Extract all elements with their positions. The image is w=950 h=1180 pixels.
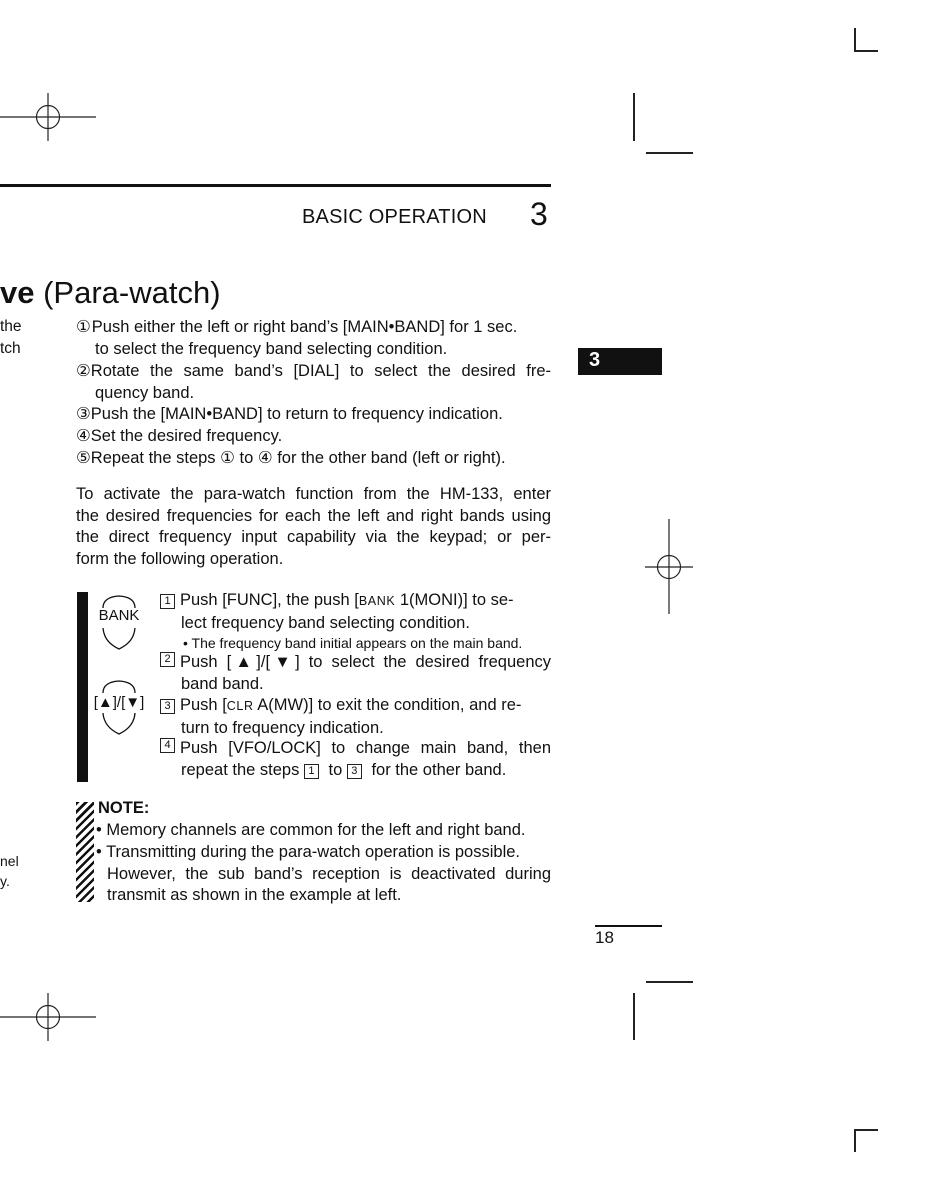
hm-step-3 xyxy=(160,695,551,739)
step-text: Push the [MAIN•BAND] to return to frequency indication. xyxy=(90,405,503,423)
paragraph-line: the desired frequencies for each the left and right bands using xyxy=(76,506,551,525)
title-bold-fragment: ve xyxy=(0,275,35,310)
step-number-box: 2 xyxy=(160,652,175,667)
chapter-tab xyxy=(578,348,662,375)
step-text: quency band. xyxy=(95,383,195,402)
left-fragment-3: nel xyxy=(0,853,19,869)
note-item: • Memory channels are common for the left and right band. xyxy=(96,821,526,839)
paragraph-line: To activate the para-watch function from the HM-133, enter xyxy=(76,485,551,503)
title-rest: (Para-watch) xyxy=(34,275,221,310)
step-item xyxy=(76,404,556,426)
step-text: repeat the steps xyxy=(181,760,304,779)
key-name: CLR xyxy=(226,699,254,713)
intro-paragraph xyxy=(76,484,551,570)
section-number: 3 xyxy=(530,196,548,232)
step-text: band band. xyxy=(181,674,264,693)
step-text: Push either the left or right band’s [MAIN•BAND] for 1 sec. xyxy=(91,318,518,336)
paragraph-line: form the following operation. xyxy=(76,549,284,568)
registration-crosshair-bottom-left xyxy=(0,993,97,1041)
step-number-box: 1 xyxy=(304,764,319,779)
hm-step-1 xyxy=(160,590,551,652)
key-name: BANK xyxy=(358,594,396,608)
left-fragment-2: tch xyxy=(0,340,21,357)
step-number-box: 4 xyxy=(160,738,175,753)
step-number: ⑤ xyxy=(76,449,91,467)
hm-step-4 xyxy=(160,738,551,781)
sidebar-bar xyxy=(77,592,88,782)
note-item-continuation: transmit as shown in the example at left. xyxy=(107,886,402,904)
paragraph-line: the direct frequency input capability via the keypad; or per- xyxy=(76,528,551,547)
step-text: Push [FUNC], the push [ xyxy=(180,591,359,609)
step-text: turn to frequency indication. xyxy=(181,718,384,737)
key-updown-label: [▲]/[▼] xyxy=(93,694,145,711)
chapter-tab-label: 3 xyxy=(589,349,601,371)
step-number: ① xyxy=(76,318,91,336)
left-fragment-1: the xyxy=(0,318,22,335)
step-text: Push [▲]/[▼] to select the desired frequency xyxy=(180,653,551,671)
note-item: • Transmitting during the para-watch operation is possible. xyxy=(96,843,520,861)
step-text: Set the desired frequency. xyxy=(90,427,283,445)
page-title xyxy=(0,274,221,312)
step-item xyxy=(76,317,556,360)
step-text: Repeat the steps ① to ④ for the other band (left or right). xyxy=(90,449,506,467)
step-text: 1(MONI)] to se- xyxy=(395,591,514,609)
step-text: A(MW)] to exit the condition, and re- xyxy=(253,696,522,714)
step-text: to select the frequency band selecting condition. xyxy=(95,339,448,358)
step-text: Push [VFO/LOCK] to change main band, then xyxy=(180,739,551,757)
step-number-box: 3 xyxy=(347,764,362,779)
step-text: Push [ xyxy=(180,696,227,714)
step-item xyxy=(76,361,556,404)
step-text: Rotate the same band’s [DIAL] to select the desired fre- xyxy=(90,362,551,380)
step-item xyxy=(76,426,556,448)
left-fragment-4: y. xyxy=(0,873,10,889)
registration-crosshair-top-left xyxy=(0,93,97,141)
page-number: 18 xyxy=(595,928,614,947)
registration-crosshair-right xyxy=(645,519,695,615)
header-rule xyxy=(0,184,551,187)
step-number: ③ xyxy=(76,405,91,423)
section-label: BASIC OPERATION xyxy=(302,206,487,228)
footer-rule xyxy=(595,925,662,927)
step-number-box: 1 xyxy=(160,594,175,609)
key-bank-label: BANK xyxy=(98,607,140,624)
step-number: ② xyxy=(76,362,91,380)
step-item xyxy=(76,448,556,470)
note-heading: NOTE: xyxy=(98,799,150,817)
step-note: • The frequency band initial appears on the main band. xyxy=(183,635,523,652)
note-hatch-bar xyxy=(76,802,94,902)
step-number: ④ xyxy=(76,427,91,445)
note-item-continuation: However, the sub band’s reception is deactivated during xyxy=(107,865,551,883)
hm-step-2 xyxy=(160,652,551,695)
step-text: for the other band. xyxy=(366,760,507,779)
step-number-box: 3 xyxy=(160,699,175,714)
step-text: lect frequency band selecting condition. xyxy=(181,613,470,632)
step-text: to xyxy=(323,760,347,779)
